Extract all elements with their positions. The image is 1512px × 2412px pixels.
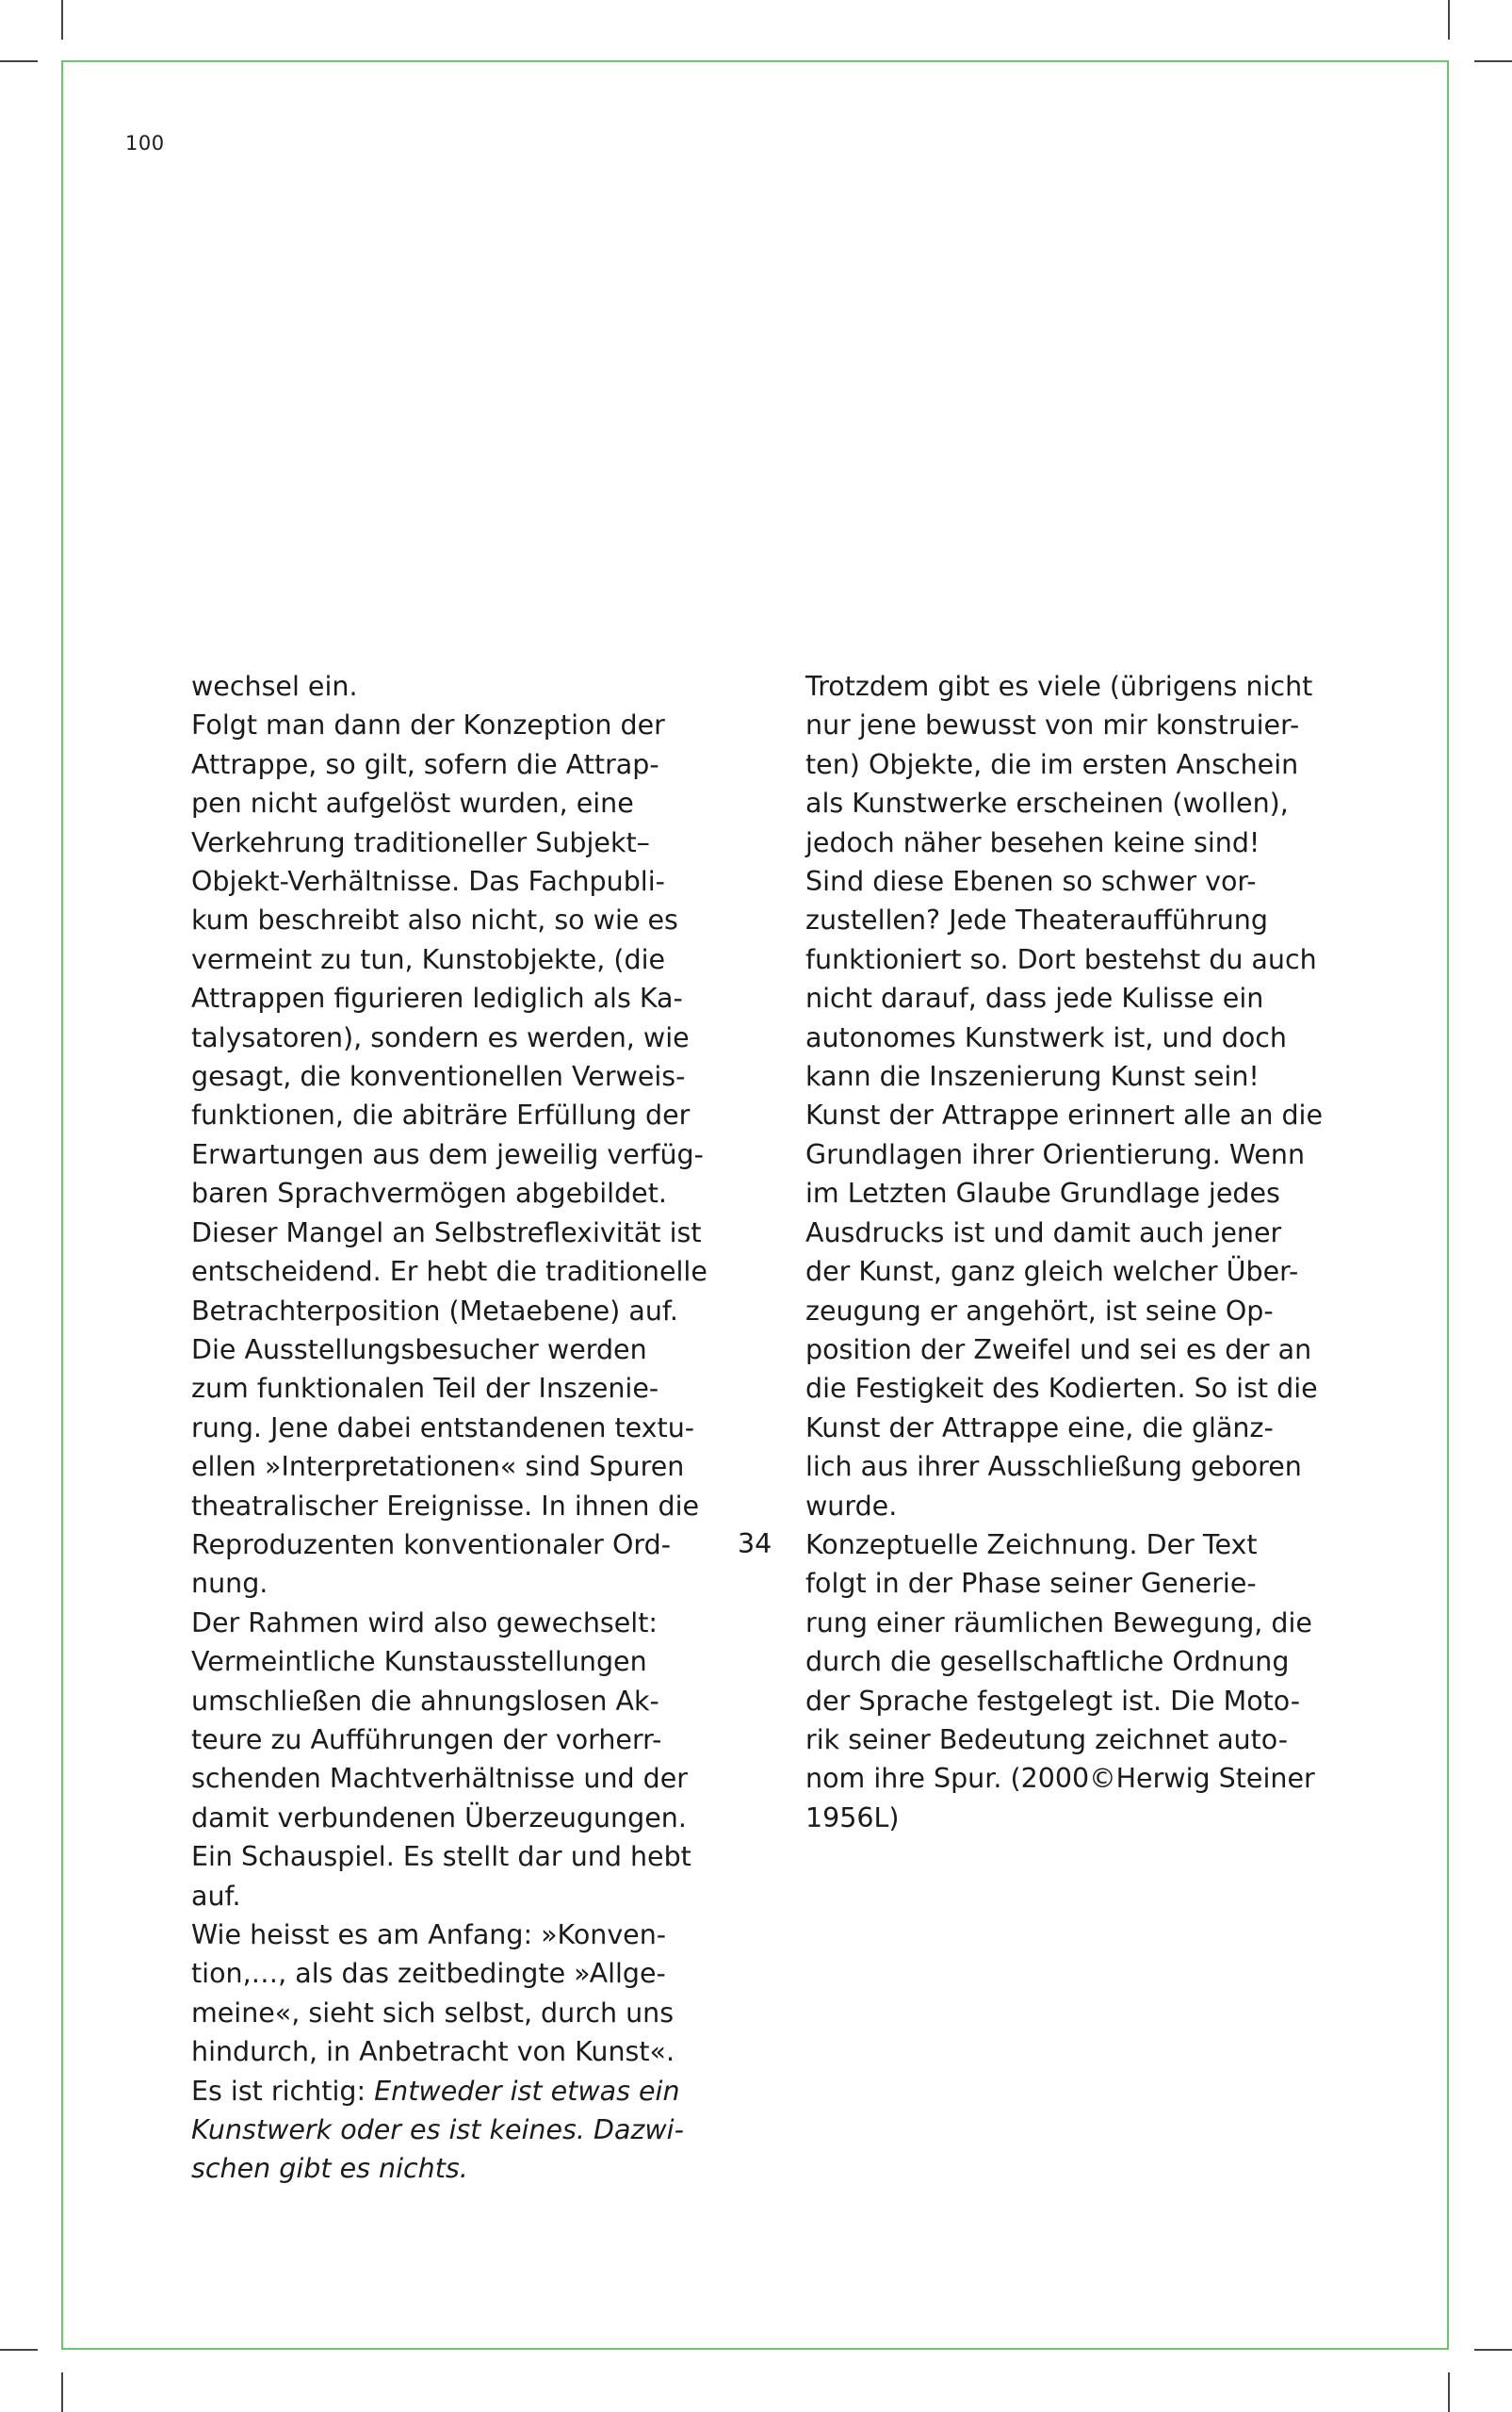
text-line: tion,…, als das zeitbedingte »Allge- [191,1958,666,1990]
text-line: Wie heisst es am Anfang: »Konven- [191,1919,667,1950]
text-line: Folgt man dann der Konzeption der [191,709,665,742]
crop-mark-top-right [1448,0,1450,40]
text-line: die Festigkeit des Kodierten. So ist die [805,1373,1318,1405]
text-line: Attrappen figurieren lediglich als Ka- [191,983,683,1015]
text-line: nur jene bewusst von mir konstruier- [805,709,1300,742]
text-line: der Sprache festgelegt ist. Die Moto- [805,1685,1301,1717]
text-fragment-italic: Entweder ist etwas ein [374,2075,680,2107]
text-line: gesagt, die konventionellen Verweis- [191,1061,686,1093]
text-line: wechsel ein. [191,671,358,702]
text-line: Kunstwerk oder es ist keines. Dazwi- [191,2114,684,2146]
text-line: jedoch näher besehen keine sind! [805,826,1260,858]
text-line: nom ihre Spur. (2000©Herwig Steiner [805,1763,1315,1795]
left-text-column [191,667,719,2189]
text-line: pen nicht aufgelöst wurden, eine [191,788,634,820]
text-line: talysatoren), sondern es werden, wie [191,1021,690,1053]
text-line: ten) Objekte, die im ersten Anschein [805,748,1299,780]
text-line: Erwartungen aus dem jeweilig verfüg- [191,1138,704,1170]
text-line: Sind diese Ebenen so schwer vor- [805,866,1257,898]
text-line: Die Ausstellungsbesucher werden [191,1333,647,1365]
text-line: nung. [191,1568,268,1600]
text-line: kann die Inszenierung Kunst sein! [805,1061,1260,1093]
text-line: Vermeintliche Kunstausstellungen [191,1646,647,1678]
text-line: zeugung er angehört, ist seine Op- [805,1295,1274,1327]
text-line: Verkehrung traditioneller Subjekt– [191,826,650,858]
text-line: position der Zweifel und sei es der an [805,1333,1312,1365]
text-line: Dieser Mangel an Selbstreflexivität ist [191,1216,702,1248]
crop-mark-top-left [61,0,63,40]
text-line: hindurch, in Anbetracht von Kunst«. [191,2036,675,2068]
text-line: auf. [191,1880,241,1912]
crop-mark-left-top [0,60,38,62]
text-line: nicht darauf, dass jede Kulisse ein [805,983,1264,1015]
text-line: umschließen die ahnungslosen Ak- [191,1685,659,1717]
text-line: durch die gesellschaftliche Ordnung [805,1646,1290,1678]
text-line: Attrappe, so gilt, sofern die Attrap- [191,748,659,780]
text-line: baren Sprachvermögen abgebildet. [191,1178,667,1210]
text-line: im Letzten Glaube Grundlage jedes [805,1178,1280,1210]
text-line: als Kunstwerke erscheinen (wollen), [805,788,1289,820]
right-text-column [805,667,1333,1837]
text-line: ellen »Interpretationen« sind Spuren [191,1451,685,1483]
text-line: funktioniert so. Dort bestehst du auch [805,943,1317,975]
text-line: Reproduzenten konventionaler Ord- [191,1528,671,1560]
text-line: Konzeptuelle Zeichnung. Der Text [805,1528,1258,1560]
text-line: schen gibt es nichts. [191,2153,468,2185]
text-line: rung. Jene dabei entstandenen textu- [191,1411,695,1443]
text-line: schenden Machtverhältnisse und der [191,1763,689,1795]
text-line: damit verbundenen Überzeugungen. [191,1801,687,1833]
crop-mark-bottom-left [61,2372,63,2412]
text-fragment-roman: Es ist richtig: [191,2075,375,2107]
text-line: kum beschreibt also nicht, so wie es [191,904,678,937]
text-line: autonomes Kunstwerk ist, und doch [805,1021,1287,1053]
text-line: Ausdrucks ist und damit auch jener [805,1216,1282,1248]
text-line [191,2072,719,2110]
text-line: Betrachterposition (Metaebene) auf. [191,1295,678,1327]
text-line: Ein Schauspiel. Es stellt dar und hebt [191,1841,691,1873]
text-line: meine«, sieht sich selbst, durch uns [191,1996,675,2029]
text-line: Der Rahmen wird also gewechselt: [191,1606,658,1638]
crop-mark-right-top [1474,60,1512,62]
text-line: theatralischer Ereignisse. In ihnen die [191,1490,700,1522]
text-line: funktionen, die abiträre Erfüllung der [191,1100,691,1132]
text-line: 1956L) [805,1801,900,1833]
text-line: Objekt-Verhältnisse. Das Fachpubli- [191,866,665,898]
text-line: Kunst der Attrappe eine, die glänz- [805,1411,1274,1443]
text-line: zustellen? Jede Theateraufführung [805,904,1268,937]
crop-mark-left-bottom [0,2349,38,2351]
text-line: wurde. [805,1490,898,1522]
text-line: rik seiner Bedeutung zeichnet auto- [805,1723,1289,1755]
crop-mark-bottom-right [1448,2372,1450,2412]
text-line: entscheidend. Er hebt die traditionelle [191,1256,707,1288]
text-line: folgt in der Phase seiner Generie- [805,1568,1257,1600]
text-line: lich aus ihrer Ausschließung geboren [805,1451,1302,1483]
page-number: 100 [125,132,165,155]
crop-mark-right-bottom [1474,2349,1512,2351]
text-line: vermeint zu tun, Kunstobjekte, (die [191,943,666,975]
text-line: Trotzdem gibt es viele (übrigens nicht [805,671,1313,702]
text-line: der Kunst, ganz gleich welcher Über- [805,1256,1299,1288]
note-number: 34 [738,1528,772,1559]
text-line: teure zu Aufführungen der vorherr- [191,1723,662,1755]
text-line: Kunst der Attrappe erinnert alle an die [805,1100,1323,1132]
text-line: rung einer räumlichen Bewegung, die [805,1606,1312,1638]
text-line: zum funktionalen Teil der Inszenie- [191,1373,659,1405]
text-line: Grundlagen ihrer Orientierung. Wenn [805,1138,1306,1170]
